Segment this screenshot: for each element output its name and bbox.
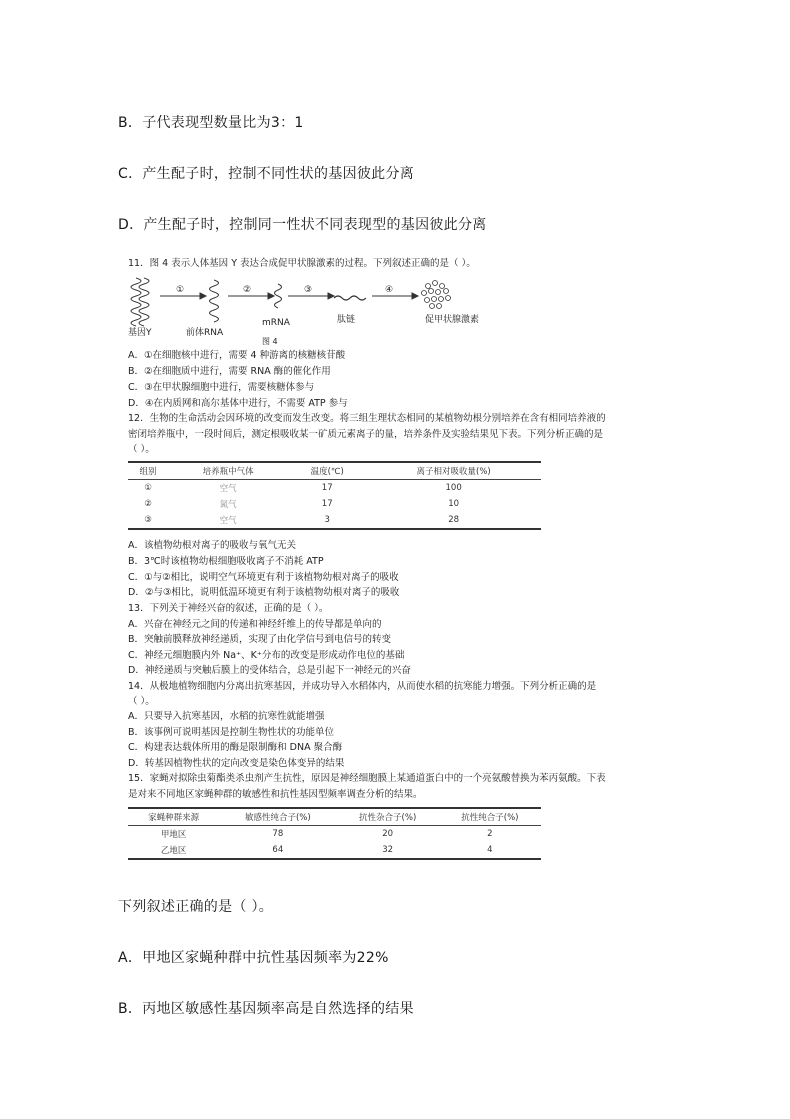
q12-stem-line-2: 密闭培养瓶中，一段时间后，测定根吸收某一矿质元素离子的量，培养条件及实验结果见下表。下列分析正确的是 [128,429,604,440]
table-cell: 乙地区 [160,846,187,856]
q11-option-d: D．④在内质网和高尔基体中进行，不需要 ATP 参与 [128,398,348,409]
q12-option-b: B．3℃时该植物幼根细胞吸收离子不消耗 ATP [128,556,324,567]
label-tsh: 促甲状腺激素 [425,315,480,325]
label-precursor-rna: 前体RNA [186,328,224,338]
option-d-text: D．产生配子时，控制同一性状不同表现型的基因彼此分离 [118,217,487,233]
bottom-option-b: B．丙地区敏感性基因频率高是自然选择的结果 [118,1001,414,1017]
q13-stem: 13．下列关于神经兴奋的叙述，正确的是（ ）。 [128,603,329,614]
step-4-label: ④ [385,285,394,295]
table-header-cell: 组别 [128,462,168,480]
table-row [128,512,541,529]
table-cell: 3 [324,515,330,525]
label-mrna: mRNA [262,318,290,328]
table-header-row [128,462,541,480]
table-cell: 空气 [219,516,237,526]
peptide-chain-icon [334,296,366,300]
table-header-row [128,808,541,826]
q12-option-c: C．①与②相比，说明空气环境更有利于该植物幼根对离子的吸收 [128,572,399,583]
table-cell: 20 [382,829,394,839]
q13-option-b: B．突触前膜释放神经递质，实现了由化学信号到电信号的转变 [128,634,392,645]
table-header-cell: 温度(℃) [288,462,366,480]
q14-stem-line-2: （ ）。 [128,696,155,707]
label-gene-y: 基因Y [128,328,152,338]
table-cell: ③ [144,515,152,525]
bottom-question-stem: 下列叙述正确的是（ ）。 [118,899,274,915]
tsh-molecule-cluster-icon [422,281,451,309]
table-cell: ① [144,483,152,493]
q14-stem-line-1: 14．从极地植物细胞内分离出抗寒基因，并成功导入水稻体内，从而使水稻的抗寒能力增强。下列分析正确的是 [128,681,597,692]
q11-option-c: C．③在甲状腺细胞中进行，需要核糖体参与 [128,382,315,393]
table-cell: 17 [321,483,333,493]
table-cell: 氮气 [219,500,237,510]
table-header-cell: 抗性纯合子(%) [439,808,541,826]
q12-option-d: D．②与③相比，说明低温环境更有利于该植物幼根对离子的吸收 [128,587,400,598]
q15-stem-line-1: 15．家蝇对拟除虫菊酯类杀虫剂产生抗性，原因是神经细胞膜上某通道蛋白中的一个亮氨酸替换为苯丙氨酸。下表 [128,773,606,784]
table-row [128,480,541,497]
table-header-cell: 家蝇种群来源 [128,808,219,826]
q12-table [128,461,541,530]
table-row [128,496,541,512]
precursor-rna-coil-icon [210,280,219,322]
q14-option-a: A．只要导入抗寒基因，水稻的抗寒性就能增强 [128,711,325,722]
gene-y-coil-icon [131,278,149,326]
option-b-text: B．子代表现型数量比为3：1 [118,115,304,131]
figure-caption: 图 4 [262,337,278,346]
table-cell: 4 [487,845,493,855]
gene-expression-diagram [128,270,488,350]
table-row [128,842,541,859]
q15-table [128,807,541,860]
step-3-label: ③ [304,285,313,295]
table-cell: 10 [448,499,460,509]
q13-option-c: C．神经元细胞膜内外 Na⁺、K⁺分布的改变是形成动作电位的基础 [128,650,405,661]
step-1-label: ① [176,285,185,295]
step-2-label: ② [243,285,252,295]
arrow-4-icon [372,293,418,299]
table-cell: 64 [272,845,284,855]
q13-option-d: D．神经递质与突触后膜上的受体结合，总是引起下一神经元的兴奋 [128,665,411,676]
q14-option-d: D．转基因植物性状的定向改变是染色体变异的结果 [128,758,345,769]
table-cell: 78 [272,829,284,839]
table-header-cell: 培养瓶中气体 [168,462,288,480]
table-cell: 28 [448,515,460,525]
table-cell: 17 [321,499,333,509]
q12-stem-line-3: （ ）。 [128,444,155,455]
mrna-coil-icon [275,284,282,308]
q11-option-b: B．②在细胞质中进行，需要 RNA 酶的催化作用 [128,366,331,377]
table-header-cell: 抗性杂合子(%) [337,808,439,826]
table-row [128,826,541,843]
q12-stem-line-1: 12．生物的生命活动会因环境的改变而发生改变。将三组生理状态相同的某植物幼根分别培养在含有相同培养液的 [128,413,606,424]
table-cell: 100 [445,483,462,493]
q14-option-c: C．构建表达载体所用的酶是限制酶和 DNA 聚合酶 [128,742,343,753]
bottom-option-a: A．甲地区家蝇种群中抗性基因频率为22% [118,950,389,966]
table-header-cell: 离子相对吸收量(%) [366,462,541,480]
table-cell: 空气 [219,484,237,494]
table-header-cell: 敏感性纯合子(%) [219,808,336,826]
table-cell: 2 [487,829,493,839]
table-cell: 32 [382,845,394,855]
table-cell: ② [144,499,152,509]
q13-option-a: A．兴奋在神经元之间的传递和神经纤维上的传导都是单向的 [128,619,382,630]
q14-option-b: B．该事例可说明基因是控制生物性状的功能单位 [128,727,335,738]
label-peptide: 肽链 [337,315,356,325]
q15-stem-line-2: 是对来不同地区家蝇种群的敏感性和抗性基因型频率调查分析的结果。 [128,789,423,800]
q11-option-a: A．①在细胞核中进行，需要 4 种游离的核糖核苷酸 [128,350,346,361]
q11-stem: 11．图 4 表示人体基因 Y 表达合成促甲状腺激素的过程。下列叙述正确的是（ ）。 [128,258,476,269]
q12-option-a: A．该植物幼根对离子的吸收与氧气无关 [128,540,296,551]
table-cell: 甲地区 [160,830,187,840]
option-c-text: C．产生配子时，控制不同性状的基因彼此分离 [118,166,415,182]
